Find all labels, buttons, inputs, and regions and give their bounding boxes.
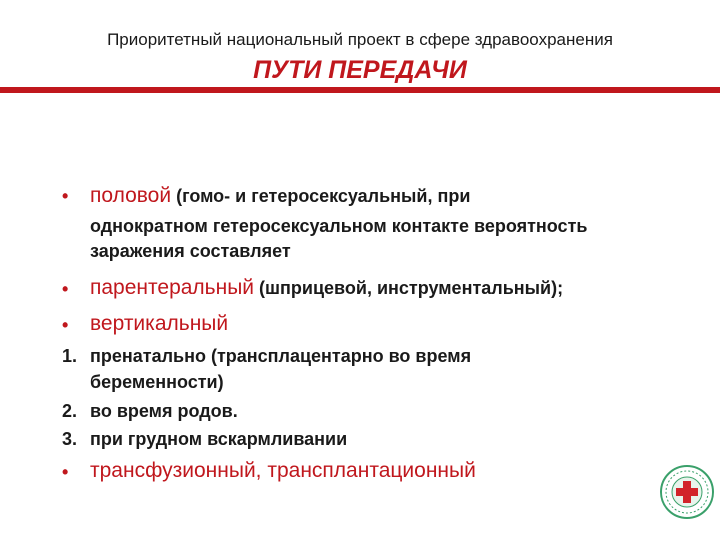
list-item-continuation: заражения составляет xyxy=(90,241,291,261)
numbered-item: при грудном вскармливании xyxy=(90,429,348,449)
transmission-route-details: (шприцевой, инструментальный); xyxy=(254,278,564,298)
numbered-item-continuation: беременности) xyxy=(90,372,224,392)
list-item xyxy=(90,276,563,300)
transmission-route-term: парентеральный xyxy=(90,276,255,299)
transmission-route-term: вертикальный xyxy=(90,312,229,335)
list-number: 1. xyxy=(62,346,78,366)
list-item xyxy=(90,184,470,208)
transmission-route-term: половой xyxy=(90,184,172,207)
list-item xyxy=(90,312,228,336)
red-cross-emblem-icon xyxy=(660,465,714,519)
header-divider xyxy=(0,87,720,93)
bullet-icon: • xyxy=(62,186,69,206)
numbered-item: во время родов. xyxy=(90,401,238,421)
slide-title: Приоритетный национальный проект в сфере здравоохранения xyxy=(107,30,613,49)
bullet-icon: • xyxy=(62,279,69,299)
numbered-item: пренатально (трансплацентарно во время xyxy=(90,346,472,366)
list-item xyxy=(90,459,476,483)
list-number: 2. xyxy=(62,401,78,421)
slide-header xyxy=(0,0,720,95)
bullet-icon: • xyxy=(62,462,69,482)
transmission-route-details: (гомо- и гетеросексуальный, при xyxy=(171,186,471,206)
list-number: 3. xyxy=(62,429,78,449)
transmission-route-term: трансфузионный, трансплантационный xyxy=(90,459,476,482)
bullet-icon: • xyxy=(62,315,69,335)
list-item-continuation: однократном гетеросексуальном контакте вероятность xyxy=(90,216,588,236)
slide-subtitle: ПУТИ ПЕРЕДАЧИ xyxy=(253,56,467,84)
